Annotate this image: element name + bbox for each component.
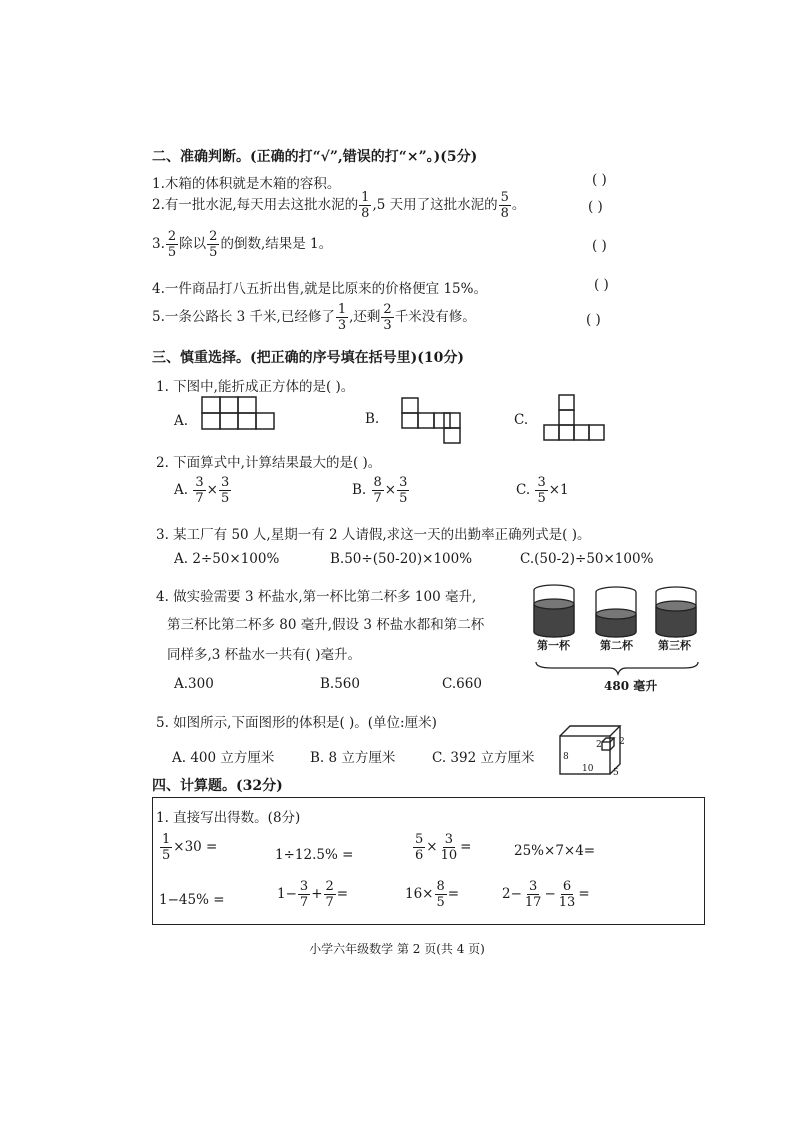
judge-item-3 [152, 230, 332, 259]
numerator: 8 [436, 879, 445, 894]
fraction [336, 303, 348, 332]
calc-r1-e2: 1÷12.5% = [275, 847, 354, 863]
numerator: 3 [299, 879, 309, 894]
expression-pre: 16× [405, 886, 434, 902]
expression-rest: ×30 = [173, 839, 218, 855]
fraction [535, 476, 547, 505]
section3-title: 三、慎重选择。(把正确的序号填在括号里)(10分) [152, 350, 464, 366]
fraction [435, 880, 447, 909]
calc-r1-e4: 25%×7×4= [514, 843, 596, 859]
operator: × [426, 839, 438, 855]
expression-rest: = [336, 886, 349, 902]
numerator: 2 [325, 879, 334, 894]
denominator: 6 [415, 848, 424, 863]
q4-option-a: A.300 [174, 676, 214, 692]
q4-option-c: C.660 [442, 676, 482, 692]
judge-item-3-mid: 除以 [179, 236, 207, 252]
numerator: 5 [415, 832, 424, 847]
denominator: 5 [399, 491, 408, 506]
denominator: 5 [436, 895, 445, 910]
cups-total-label: 480 毫升 [604, 679, 658, 693]
numerator: 3 [444, 832, 453, 847]
denominator: 5 [167, 245, 177, 260]
judge-item-5-pre: 5.一条公路长 3 千米,已经修了 [152, 309, 335, 325]
numerator: 3 [220, 475, 230, 490]
judge-item-1 [152, 172, 340, 192]
denominator: 3 [383, 318, 392, 333]
numerator: 3 [537, 475, 546, 490]
q3-option-c: C.(50-2)÷50×100% [520, 551, 654, 567]
cup1-label: 第一杯 [537, 639, 570, 652]
operator: ×1 [548, 482, 569, 498]
judge-item-2-mid: ,5 天用了这批水泥的 [372, 197, 498, 213]
numerator: 6 [562, 879, 572, 894]
fraction [160, 833, 172, 862]
denominator: 7 [325, 895, 334, 910]
numerator: 8 [373, 475, 382, 490]
q2-stem: 2. 下面算式中,计算结果最大的是( )。 [156, 455, 382, 471]
denominator: 8 [500, 206, 509, 221]
q3-option-a: A. 2÷50×100% [174, 551, 280, 567]
operator: × [206, 482, 218, 498]
section2-title: 二、准确判断。(正确的打“√”,错误的打“×”。)(5分) [152, 149, 478, 165]
answer-paren-4[interactable]: ( ) [594, 277, 609, 293]
judge-item-4 [152, 277, 487, 297]
section4-title: 四、计算题。(32分) [152, 778, 283, 794]
expression-rest: = [578, 886, 590, 902]
judge-item-2-pre: 2.有一批水泥,每天用去这批水泥的 [152, 197, 359, 213]
q2-option-a [174, 476, 232, 505]
fraction [193, 476, 205, 505]
fraction [359, 191, 371, 220]
denominator: 5 [209, 245, 218, 260]
calc-r2-e1: 1−45% = [159, 892, 225, 908]
judge-item-3-post: 的倒数,结果是 1。 [220, 236, 333, 252]
q3-option-b: B.50÷(50-20)×100% [330, 551, 473, 567]
expression-rest: = [460, 839, 472, 855]
expression-pre: 1− [277, 886, 297, 902]
cup2-label: 第二杯 [600, 639, 633, 652]
judge-item-5-post: 千米没有修。 [394, 309, 476, 325]
numerator: 3 [529, 879, 538, 894]
fraction [557, 880, 578, 909]
fraction [499, 191, 511, 220]
fraction [219, 476, 231, 505]
numerator: 1 [337, 302, 347, 317]
q1-option-a-label: A. [174, 413, 189, 429]
expression-pre: 2− [502, 886, 522, 902]
denominator: 5 [162, 848, 171, 863]
sub1-title: 1. 直接写出得数。(8分) [156, 810, 301, 826]
calc-r2-e3 [405, 880, 459, 909]
judge-item-2-post: 。 [511, 197, 526, 213]
fraction [523, 880, 544, 909]
judge-item-5 [152, 303, 476, 332]
page-footer: 小学六年级数学 第 2 页(共 4 页) [309, 942, 485, 956]
judge-item-4-text: 4.一件商品打八五折出售,就是比原来的价格便宜 15%。 [152, 281, 487, 297]
q5-option-c: C. 392 立方厘米 [432, 750, 535, 766]
q1-option-c-label: C. [514, 412, 529, 428]
cup3-label: 第三杯 [658, 639, 691, 652]
calc-r2-e4 [502, 880, 590, 909]
denominator: 3 [337, 318, 347, 333]
q1-option-b-label: B. [365, 411, 380, 427]
cuboid-dim-height: 8 [563, 752, 569, 762]
fraction [372, 476, 384, 505]
calc-r2-e2 [277, 880, 348, 909]
q5-stem: 5. 如图所示,下面图形的体积是( )。(单位:厘米) [156, 715, 437, 731]
calc-r1-e1 [159, 833, 217, 862]
fraction [207, 230, 219, 259]
fraction [413, 833, 425, 862]
judge-item-3-pre: 3. [152, 236, 165, 252]
numerator: 2 [383, 302, 392, 317]
q5-option-a: A. 400 立方厘米 [172, 750, 275, 766]
saltwater-cups-figure [532, 582, 702, 682]
cube-net-b-figure [400, 396, 466, 448]
answer-paren-2[interactable]: ( ) [588, 199, 603, 215]
judge-item-1-text: 1.木箱的体积就是木箱的容积。 [152, 176, 341, 192]
cube-net-a-figure [200, 395, 280, 435]
numerator: 5 [500, 190, 509, 205]
denominator: 5 [537, 491, 546, 506]
fraction [298, 880, 310, 909]
denominator: 7 [195, 491, 204, 506]
cube-net-c-figure [542, 393, 608, 445]
numerator: 2 [209, 229, 218, 244]
q4-option-b: B.560 [320, 676, 360, 692]
q4-line3: 同样多,3 杯盐水一共有( )毫升。 [167, 647, 361, 663]
fraction [381, 303, 393, 332]
denominator: 5 [220, 491, 230, 506]
cuboid-dim-length: 10 [582, 764, 594, 774]
numerator: 1 [361, 190, 370, 205]
cuboid-dim-width: 5 [613, 768, 619, 778]
q3-stem: 3. 某工厂有 50 人,星期一有 2 人请假,求这一天的出勤率正确列式是( )。 [156, 527, 591, 543]
option-label: C. [516, 482, 531, 498]
denominator: 10 [440, 848, 458, 863]
answer-paren-3[interactable]: ( ) [592, 238, 607, 254]
q5-option-b: B. 8 立方厘米 [310, 750, 396, 766]
denominator: 8 [361, 206, 370, 221]
expression-rest: = [447, 886, 460, 902]
answer-paren-1[interactable]: ( ) [592, 172, 607, 188]
answer-paren-5[interactable]: ( ) [586, 312, 601, 328]
numerator: 1 [162, 832, 171, 847]
judge-item-5-mid: ,还剩 [349, 309, 381, 325]
cube-cut-dim-b: 2 [619, 737, 625, 747]
option-label: A. [174, 482, 189, 498]
denominator: 17 [524, 895, 542, 910]
operator: + [311, 886, 323, 902]
option-label: B. [352, 482, 367, 498]
fraction [397, 476, 409, 505]
q2-option-c [516, 476, 569, 505]
judge-item-2 [152, 191, 525, 220]
operator: × [384, 482, 397, 498]
q1-stem: 1. 下图中,能折成正方体的是( )。 [156, 379, 355, 395]
numerator: 2 [167, 229, 177, 244]
q4-line2: 第三杯比第二杯多 80 毫升,假设 3 杯盐水都和第二杯 [167, 617, 485, 633]
q4-line1: 4. 做实验需要 3 杯盐水,第一杯比第二杯多 100 毫升, [156, 589, 477, 605]
calc-r1-e3 [412, 833, 471, 862]
fraction [439, 833, 460, 862]
q2-option-b [352, 476, 410, 505]
operator: − [544, 886, 556, 902]
denominator: 7 [299, 895, 309, 910]
numerator: 3 [195, 475, 204, 490]
fraction [166, 230, 178, 259]
denominator: 13 [558, 895, 576, 910]
cube-cut-dim-a: 2 [596, 740, 602, 750]
denominator: 7 [373, 491, 382, 506]
fraction [324, 880, 336, 909]
numerator: 3 [399, 475, 408, 490]
